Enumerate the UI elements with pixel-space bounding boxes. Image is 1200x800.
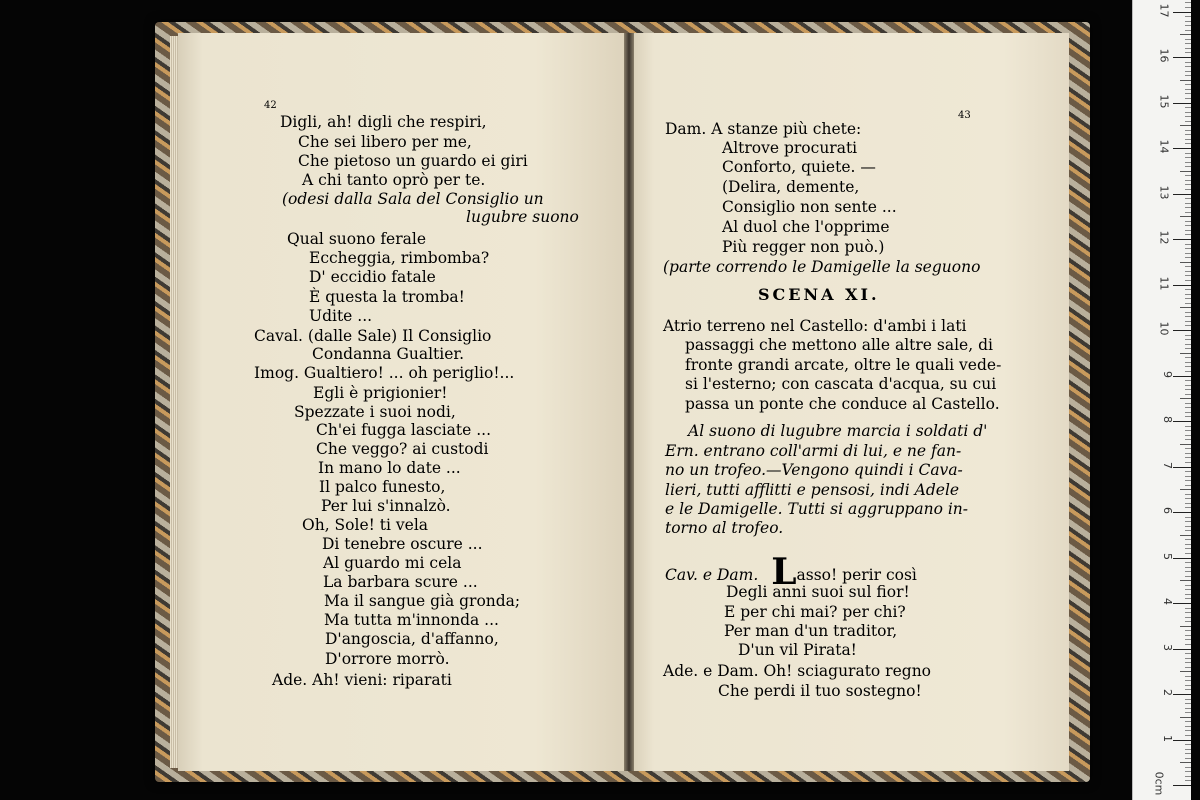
right-page-text-line: (Delira, demente, bbox=[722, 178, 860, 196]
ruler-tick bbox=[1185, 212, 1191, 213]
left-page-text-line: Di tenebre oscure ... bbox=[322, 535, 483, 553]
ruler-tick bbox=[1185, 530, 1191, 531]
ruler-tick bbox=[1185, 771, 1191, 772]
ruler-tick bbox=[1180, 444, 1191, 445]
left-page-text-line: Il palco funesto, bbox=[319, 478, 446, 496]
ruler-tick bbox=[1185, 416, 1191, 417]
ruler-number: 1 bbox=[1161, 734, 1174, 742]
right-page-text-line: e le Damigelle. Tutti si aggruppano in- bbox=[665, 500, 968, 518]
ruler-tick bbox=[1173, 57, 1191, 58]
ruler-tick bbox=[1185, 594, 1191, 595]
ruler-tick bbox=[1185, 380, 1191, 381]
ruler-tick bbox=[1185, 699, 1191, 700]
right-page-text-line: Dam. A stanze più chete: bbox=[665, 120, 862, 138]
ruler-tick bbox=[1185, 257, 1191, 258]
ruler-tick bbox=[1185, 93, 1191, 94]
ruler-tick bbox=[1180, 171, 1191, 172]
ruler-number: 5 bbox=[1161, 552, 1174, 560]
ruler-tick bbox=[1185, 166, 1191, 167]
ruler-tick bbox=[1185, 639, 1191, 640]
ruler-tick bbox=[1185, 485, 1191, 486]
ruler-tick bbox=[1185, 685, 1191, 686]
ruler-tick bbox=[1185, 221, 1191, 222]
ruler-tick bbox=[1180, 216, 1191, 217]
ruler-tick bbox=[1185, 680, 1191, 681]
right-page-text-line: Ern. entrano coll'armi di lui, e ne fan- bbox=[665, 442, 962, 460]
ruler-tick bbox=[1185, 84, 1191, 85]
right-page-text-line: Ade. e Dam. Oh! sciagurato regno bbox=[663, 662, 932, 680]
ruler-tick bbox=[1185, 730, 1191, 731]
ruler-number: 7 bbox=[1161, 461, 1174, 469]
ruler-number: 10 bbox=[1157, 321, 1171, 336]
left-page-text-line: Egli è prigionier! bbox=[313, 384, 448, 402]
ruler-tick bbox=[1185, 89, 1191, 90]
ruler-tick bbox=[1185, 612, 1191, 613]
left-page-text-line: D' eccidio fatale bbox=[309, 268, 436, 286]
ruler-tick bbox=[1185, 439, 1191, 440]
ruler-tick bbox=[1173, 512, 1191, 513]
ruler-tick bbox=[1185, 521, 1191, 522]
ruler-tick bbox=[1185, 635, 1191, 636]
ruler-number: 12 bbox=[1157, 230, 1171, 245]
ruler-tick bbox=[1185, 121, 1191, 122]
left-page-text-line: Che veggo? ai custodi bbox=[316, 440, 489, 458]
ruler-tick bbox=[1185, 389, 1191, 390]
ruler-tick bbox=[1185, 134, 1191, 135]
left-page-text-line: Ch'ei fugga lasciate ... bbox=[316, 421, 492, 439]
left-page-text-line: Per lui s'innalzò. bbox=[321, 497, 451, 515]
ruler-tick bbox=[1180, 535, 1191, 536]
left-page-text-line: Ma tutta m'innonda ... bbox=[324, 611, 499, 629]
ruler-tick bbox=[1185, 585, 1191, 586]
ruler-tick bbox=[1185, 162, 1191, 163]
ruler-tick bbox=[1185, 184, 1191, 185]
ruler-tick bbox=[1173, 467, 1191, 468]
ruler-number: 0cm bbox=[1152, 771, 1166, 796]
right-page-text-line: passaggi che mettono alle altre sale, di bbox=[685, 336, 993, 354]
ruler-tick bbox=[1185, 653, 1191, 654]
right-page-text-line: E per chi mai? per chi? bbox=[724, 603, 906, 621]
ruler-tick bbox=[1180, 489, 1191, 490]
right-page-text-line: Che perdi il tuo sostegno! bbox=[718, 682, 922, 700]
right-page-text-line: (parte correndo le Damigelle la seguono bbox=[663, 258, 981, 276]
ruler-tick bbox=[1185, 271, 1191, 272]
right-page-text-line: Atrio terreno nel Castello: d'ambi i lati bbox=[663, 317, 967, 335]
left-page-text-line: Qual suono ferale bbox=[287, 230, 427, 248]
book-gutter bbox=[624, 33, 634, 771]
left-page-text-line: D'angoscia, d'affanno, bbox=[325, 630, 499, 648]
ruler-tick bbox=[1180, 671, 1191, 672]
ruler-tick bbox=[1185, 453, 1191, 454]
ruler-tick bbox=[1185, 266, 1191, 267]
ruler-tick bbox=[1185, 548, 1191, 549]
ruler-tick bbox=[1180, 580, 1191, 581]
ruler-number: 17 bbox=[1157, 3, 1171, 17]
ruler-tick bbox=[1185, 598, 1191, 599]
right-page-text-line: Consiglio non sente ... bbox=[722, 198, 897, 216]
ruler-tick bbox=[1185, 676, 1191, 677]
left-page-text-line: Spezzate i suoi nodi, bbox=[294, 403, 456, 421]
ruler-tick bbox=[1185, 689, 1191, 690]
ruler-tick bbox=[1185, 476, 1191, 477]
ruler-tick bbox=[1185, 712, 1191, 713]
ruler-tick bbox=[1173, 376, 1191, 377]
ruler-tick bbox=[1185, 112, 1191, 113]
left-page-text-line: Al guardo mi cela bbox=[323, 554, 462, 572]
ruler-number: 14 bbox=[1157, 139, 1171, 154]
ruler-tick bbox=[1185, 344, 1191, 345]
ruler-tick bbox=[1185, 517, 1191, 518]
ruler-tick bbox=[1185, 703, 1191, 704]
left-page-text-line: È questa la tromba! bbox=[309, 288, 465, 306]
ruler-tick bbox=[1185, 189, 1191, 190]
ruler-tick bbox=[1185, 498, 1191, 499]
ruler-tick bbox=[1185, 294, 1191, 295]
ruler-tick bbox=[1185, 426, 1191, 427]
ruler-tick bbox=[1185, 366, 1191, 367]
right-page-text-line: no un trofeo.—Vengono quindi i Cava- bbox=[665, 461, 963, 479]
ruler-tick bbox=[1173, 194, 1191, 195]
ruler-tick bbox=[1185, 203, 1191, 204]
ruler-tick bbox=[1185, 48, 1191, 49]
left-page-text-line: D'orrore morrò. bbox=[325, 650, 450, 668]
ruler-tick bbox=[1185, 371, 1191, 372]
ruler-tick bbox=[1185, 39, 1191, 40]
left-page-text-line: Eccheggia, rimbomba? bbox=[309, 249, 490, 267]
left-page-text-line: (odesi dalla Sala del Consiglio un bbox=[282, 190, 544, 208]
right-page-text-line: passa un ponte che conduce al Castello. bbox=[685, 395, 1000, 413]
right-page-text-line: Conforto, quiete. — bbox=[722, 158, 876, 176]
ruler-tick bbox=[1185, 753, 1191, 754]
ruler-tick bbox=[1185, 412, 1191, 413]
ruler-tick bbox=[1185, 457, 1191, 458]
ruler-tick bbox=[1185, 430, 1191, 431]
ruler-tick bbox=[1185, 503, 1191, 504]
ruler-tick bbox=[1185, 175, 1191, 176]
ruler-tick bbox=[1185, 407, 1191, 408]
ruler-number: 16 bbox=[1157, 48, 1171, 63]
ruler-tick bbox=[1185, 116, 1191, 117]
ruler-tick bbox=[1185, 526, 1191, 527]
ruler-tick bbox=[1185, 16, 1191, 17]
ruler-tick bbox=[1185, 153, 1191, 154]
ruler-tick bbox=[1173, 421, 1191, 422]
ruler-tick bbox=[1185, 776, 1191, 777]
ruler-tick bbox=[1185, 244, 1191, 245]
left-page-text-line: La barbara scure ... bbox=[323, 573, 478, 591]
ruler-number: 8 bbox=[1161, 416, 1174, 423]
ruler-tick bbox=[1185, 630, 1191, 631]
ruler-tick bbox=[1185, 7, 1191, 8]
chorus-first-line-text: asso! perir così bbox=[796, 566, 917, 584]
ruler-tick bbox=[1185, 207, 1191, 208]
left-page-text-line: Digli, ah! digli che respiri, bbox=[280, 113, 487, 131]
ruler-number: 15 bbox=[1157, 94, 1171, 108]
ruler-tick bbox=[1173, 740, 1191, 741]
ruler-tick bbox=[1173, 148, 1191, 149]
ruler-number: 2 bbox=[1161, 689, 1174, 696]
ruler-tick bbox=[1185, 303, 1191, 304]
ruler-tick bbox=[1185, 617, 1191, 618]
ruler-tick bbox=[1180, 353, 1191, 354]
ruler-tick bbox=[1185, 298, 1191, 299]
ruler-tick bbox=[1185, 30, 1191, 31]
ruler-tick bbox=[1185, 553, 1191, 554]
ruler-tick bbox=[1185, 312, 1191, 313]
ruler-number: 6 bbox=[1161, 507, 1174, 514]
ruler-tick bbox=[1185, 325, 1191, 326]
ruler-tick bbox=[1185, 448, 1191, 449]
ruler-tick bbox=[1185, 107, 1191, 108]
ruler-tick bbox=[1180, 307, 1191, 308]
right-page-text-line: Per man d'un traditor, bbox=[724, 622, 898, 640]
ruler-tick bbox=[1185, 721, 1191, 722]
ruler-tick bbox=[1185, 130, 1191, 131]
ruler-tick bbox=[1185, 198, 1191, 199]
ruler-tick bbox=[1173, 558, 1191, 559]
scene-title: SCENA XI. bbox=[758, 285, 880, 304]
ruler-tick bbox=[1185, 348, 1191, 349]
ruler-tick bbox=[1173, 603, 1191, 604]
left-page-text-line: Ade. Ah! vieni: riparati bbox=[272, 671, 452, 689]
ruler-tick bbox=[1185, 339, 1191, 340]
ruler-tick bbox=[1180, 80, 1191, 81]
ruler-tick bbox=[1185, 280, 1191, 281]
ruler-tick bbox=[1185, 621, 1191, 622]
ruler-tick bbox=[1185, 462, 1191, 463]
measuring-ruler bbox=[1132, 0, 1191, 800]
ruler-tick bbox=[1185, 25, 1191, 26]
right-page-text-line: torno al trofeo. bbox=[665, 519, 784, 537]
ruler-tick bbox=[1185, 234, 1191, 235]
ruler-tick bbox=[1185, 157, 1191, 158]
ruler-tick bbox=[1185, 471, 1191, 472]
right-page-text-line: Più regger non può.) bbox=[722, 238, 885, 256]
ruler-tick bbox=[1185, 658, 1191, 659]
ruler-tick bbox=[1180, 262, 1191, 263]
ruler-tick bbox=[1185, 708, 1191, 709]
ruler-tick bbox=[1180, 398, 1191, 399]
ruler-tick bbox=[1173, 103, 1191, 104]
ruler-tick bbox=[1185, 43, 1191, 44]
ruler-tick bbox=[1185, 662, 1191, 663]
ruler-tick bbox=[1185, 253, 1191, 254]
ruler-tick bbox=[1185, 544, 1191, 545]
ruler-tick bbox=[1185, 71, 1191, 72]
ruler-tick bbox=[1185, 744, 1191, 745]
ruler-tick bbox=[1185, 539, 1191, 540]
ruler-tick bbox=[1180, 762, 1191, 763]
ruler-tick bbox=[1185, 780, 1191, 781]
ruler-tick bbox=[1185, 749, 1191, 750]
ruler-tick bbox=[1173, 239, 1191, 240]
ruler-tick bbox=[1185, 758, 1191, 759]
left-page-text-line: Che pietoso un guardo ei giri bbox=[298, 152, 528, 170]
ruler-tick bbox=[1185, 567, 1191, 568]
ruler-tick bbox=[1173, 694, 1191, 695]
ruler-tick bbox=[1185, 735, 1191, 736]
ruler-tick bbox=[1185, 335, 1191, 336]
drop-cap-letter: L bbox=[771, 551, 797, 593]
right-page-text-line: Degli anni suoi sul fior! bbox=[726, 583, 910, 601]
ruler-tick bbox=[1173, 12, 1191, 13]
ruler-tick bbox=[1185, 2, 1191, 3]
ruler-tick bbox=[1173, 285, 1191, 286]
ruler-tick bbox=[1185, 571, 1191, 572]
left-page-text-line: Udite ... bbox=[309, 307, 373, 325]
left-page-text-line: Imog. Gualtiero! ... oh periglio!... bbox=[254, 364, 515, 382]
ruler-tick bbox=[1185, 394, 1191, 395]
left-page-text-line: lugubre suono bbox=[466, 208, 579, 226]
left-page-text-line: A chi tanto oprò per te. bbox=[302, 171, 486, 189]
ruler-tick bbox=[1185, 180, 1191, 181]
ruler-tick bbox=[1173, 785, 1191, 786]
ruler-tick bbox=[1185, 289, 1191, 290]
ruler-tick bbox=[1185, 143, 1191, 144]
left-page-text-line: Condanna Gualtier. bbox=[312, 345, 465, 363]
ruler-tick bbox=[1185, 494, 1191, 495]
ruler-tick bbox=[1185, 316, 1191, 317]
ruler-tick bbox=[1185, 139, 1191, 140]
ruler-tick bbox=[1180, 125, 1191, 126]
ruler-tick bbox=[1185, 403, 1191, 404]
left-page-number: 42 bbox=[264, 100, 277, 111]
ruler-tick bbox=[1185, 667, 1191, 668]
ruler-number: 11 bbox=[1157, 276, 1171, 290]
left-page-text-line: Caval. (dalle Sale) Il Consiglio bbox=[254, 327, 492, 345]
left-page-text-line: Che sei libero per me, bbox=[298, 133, 472, 151]
ruler-tick bbox=[1185, 75, 1191, 76]
ruler-tick bbox=[1180, 717, 1191, 718]
ruler-tick bbox=[1185, 98, 1191, 99]
ruler-number: 13 bbox=[1157, 185, 1171, 199]
ruler-tick bbox=[1185, 576, 1191, 577]
ruler-tick bbox=[1185, 66, 1191, 67]
ruler-tick bbox=[1185, 275, 1191, 276]
ruler-tick bbox=[1185, 767, 1191, 768]
ruler-tick bbox=[1185, 562, 1191, 563]
right-page-text-line: si l'esterno; con cascata d'acqua, su cui bbox=[685, 375, 997, 393]
ruler-number: 3 bbox=[1161, 643, 1174, 651]
ruler-tick bbox=[1185, 385, 1191, 386]
ruler-tick bbox=[1185, 435, 1191, 436]
ruler-tick bbox=[1185, 21, 1191, 22]
ruler-tick bbox=[1180, 34, 1191, 35]
ruler-tick bbox=[1185, 248, 1191, 249]
ruler-tick bbox=[1185, 230, 1191, 231]
right-page-text-line: Altrove procurati bbox=[722, 139, 858, 157]
ruler-tick bbox=[1185, 608, 1191, 609]
right-page-text-line: Al duol che l'opprime bbox=[722, 218, 890, 236]
ruler-number: 9 bbox=[1161, 370, 1174, 378]
right-page-text-line: fronte grandi arcate, oltre le quali vede- bbox=[685, 356, 1002, 374]
ruler-tick bbox=[1185, 507, 1191, 508]
ruler-tick bbox=[1180, 626, 1191, 627]
left-page-text-line: Ma il sangue già gronda; bbox=[324, 592, 521, 610]
ruler-tick bbox=[1185, 62, 1191, 63]
ruler-tick bbox=[1185, 589, 1191, 590]
ruler-tick bbox=[1185, 357, 1191, 358]
ruler-tick bbox=[1185, 321, 1191, 322]
ruler-tick bbox=[1173, 649, 1191, 650]
ruler-tick bbox=[1185, 726, 1191, 727]
right-page-text-line: D'un vil Pirata! bbox=[738, 641, 857, 659]
ruler-tick bbox=[1185, 644, 1191, 645]
left-page-text-line: In mano lo date ... bbox=[318, 459, 461, 477]
right-page-text-line: Al suono di lugubre marcia i soldati d' bbox=[688, 422, 988, 440]
ruler-tick bbox=[1185, 225, 1191, 226]
ruler-number: 4 bbox=[1161, 598, 1174, 605]
ruler-tick bbox=[1185, 52, 1191, 53]
ruler-tick bbox=[1173, 330, 1191, 331]
ruler-tick bbox=[1185, 362, 1191, 363]
right-page-number: 43 bbox=[958, 110, 971, 121]
left-page-text-line: Oh, Sole! ti vela bbox=[302, 516, 429, 534]
chorus-speaker: Cav. e Dam. bbox=[665, 566, 759, 584]
ruler-tick bbox=[1185, 480, 1191, 481]
right-page-text-line: lieri, tutti afflitti e pensosi, indi Adele bbox=[665, 481, 960, 499]
